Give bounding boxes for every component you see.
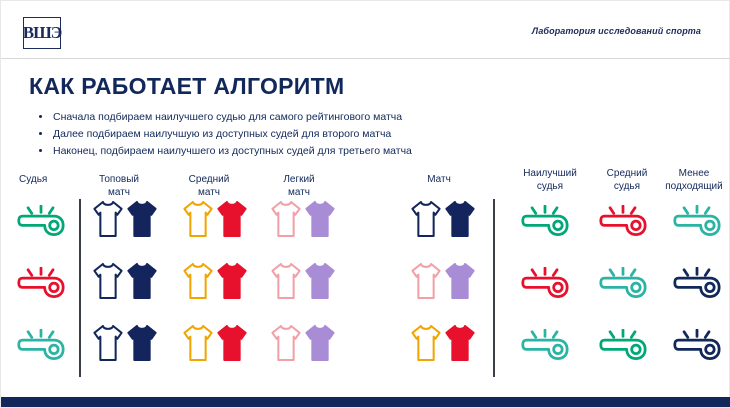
shirt-icon [269, 199, 303, 239]
referee-whistle-icon [17, 267, 65, 304]
shirt-icon [181, 261, 215, 301]
column-header-match: Матч [427, 174, 451, 185]
referee-whistle-icon [521, 267, 569, 304]
shirt-icon [91, 199, 125, 239]
shirt-icon [125, 323, 159, 363]
shirt-icon [443, 199, 477, 239]
column-header-worse-referee-line1: Менее [678, 168, 710, 179]
referee-whistle-icon [599, 267, 647, 304]
referee-whistle-icon [17, 205, 65, 242]
shirt-icon [443, 261, 477, 301]
shirt-icon [91, 323, 125, 363]
shirt-icon [409, 261, 443, 301]
list-item-label: Наконец, подбираем наилучшего из доступных судей для третьего матча [53, 145, 412, 157]
shirt-icon [125, 261, 159, 301]
column-header-light-match-line2: матч [287, 187, 310, 198]
hse-logo-icon [23, 17, 63, 51]
list-item-label: Сначала подбираем наилучшего судью для самого рейтингового матча [53, 111, 403, 123]
shirt-icon [269, 261, 303, 301]
referee-whistle-icon [521, 329, 569, 366]
referee-whistle-icon [599, 329, 647, 366]
shirt-icon [215, 323, 249, 363]
bottom-bar [1, 397, 730, 407]
shirt-icon [269, 323, 303, 363]
referee-whistle-icon [599, 205, 647, 242]
column-header-referee: Судья [19, 174, 48, 185]
column-header-mid-referee-line2: судья [613, 181, 641, 192]
list-item-label: Далее подбираем наилучшую из доступных судей для второго матча [53, 128, 392, 140]
bullet-dot-icon [39, 132, 42, 135]
header-divider [1, 58, 730, 59]
shirt-icon [125, 199, 159, 239]
logo-box: ВШЭ [23, 17, 61, 49]
column-header-best-referee-line1: Наилучший [523, 168, 577, 179]
shirt-icon [443, 323, 477, 363]
shirt-icon [303, 261, 337, 301]
referee-whistle-icon [17, 329, 65, 366]
shirt-icon [215, 261, 249, 301]
column-header-mid-referee [589, 167, 665, 193]
column-header-best-referee [509, 167, 591, 193]
referee-whistle-icon [673, 329, 721, 366]
column-header-top-match-line1: Топовый [99, 174, 139, 185]
bullet-list [37, 109, 507, 160]
left-separator [79, 199, 81, 377]
column-header-mid-match [169, 173, 249, 199]
referee-whistle-icon [673, 267, 721, 304]
column-header-mid-match-line2: матч [197, 187, 220, 198]
shirt-icon [215, 199, 249, 239]
right-separator [493, 199, 495, 377]
lab-label: Лаборатория исследований спорта [531, 26, 701, 36]
column-header-mid-match-line1: Средний [188, 174, 230, 185]
shirt-icon [409, 323, 443, 363]
column-header-worse-referee [659, 167, 729, 193]
shirt-icon [409, 199, 443, 239]
column-header-top-match-line2: матч [107, 187, 130, 198]
shirt-icon [303, 323, 337, 363]
shirt-icon [181, 199, 215, 239]
column-header-light-match [259, 173, 339, 199]
shirt-icon [91, 261, 125, 301]
page-title: КАК РАБОТАЕТ АЛГОРИТМ [29, 73, 345, 99]
referee-whistle-icon [673, 205, 721, 242]
column-header-top-match [79, 173, 159, 199]
list-item [37, 143, 507, 159]
column-header-best-referee-line2: судья [536, 181, 564, 192]
column-header-light-match-line1: Легкий [283, 174, 315, 185]
list-item [37, 126, 507, 142]
column-header-mid-referee-line1: Средний [606, 168, 648, 179]
shirt-icon [303, 199, 337, 239]
list-item [37, 109, 507, 125]
bullet-dot-icon [39, 115, 42, 118]
shirt-icon [181, 323, 215, 363]
bullet-dot-icon [39, 149, 42, 152]
referee-whistle-icon [521, 205, 569, 242]
column-header-worse-referee-line2: подходящий [665, 181, 723, 192]
